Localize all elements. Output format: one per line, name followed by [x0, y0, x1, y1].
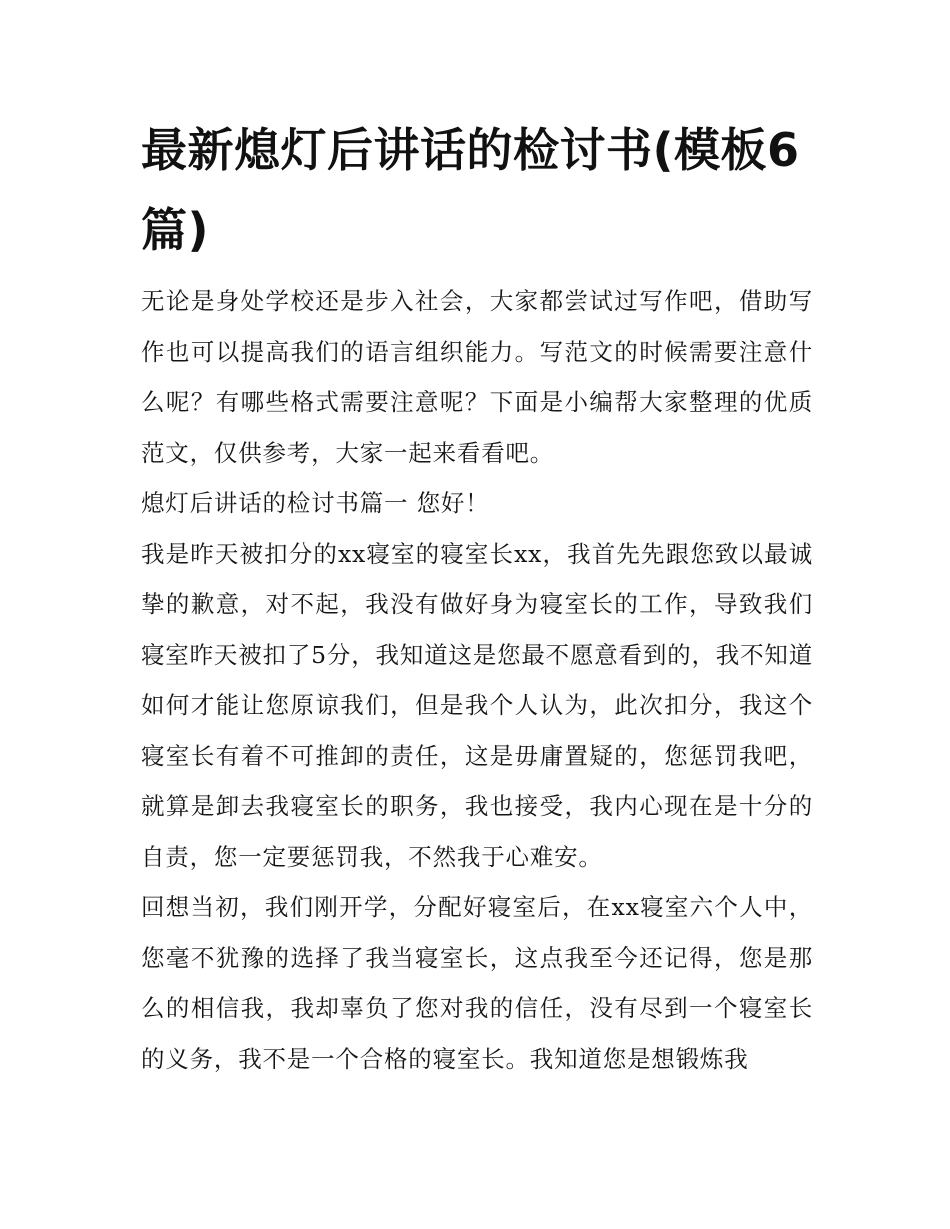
document-content — [141, 110, 813, 1084]
document-title: 最新熄灯后讲话的检讨书(模板6篇) — [141, 123, 800, 257]
body-paragraph: 我是昨天被扣分的xx寝室的寝室长xx，我首先先跟您致以最诚挚的歉意，对不起，我没有做好身为寝室长的工作，导致我们寝室昨天被扣了5分，我知道这是您最不愿意看到的，我不知道如何才能让您原谅我们，但是我个人认为，此次扣分，我这个寝室长有着不可推卸的责任，这是毋庸置疑的，您惩罚我吧，就算是卸去我寝室长的职务，我也接受，我内心现在是十分的自责，您一定要惩罚我，不然我于心难安。 — [141, 539, 813, 871]
body-paragraph: 回想当初，我们刚开学，分配好寝室后，在xx寝室六个人中，您毫不犹豫的选择了我当寝室长，这点我至今还记得，您是那么的相信我，我却辜负了您对我的信任，没有尽到一个寝室长的义务，我不是一个合格的寝室长。我知道您是想锻炼我 — [141, 893, 813, 1073]
intro-paragraph: 无论是身处学校还是步入社会，大家都尝试过写作吧，借助写作也可以提高我们的语言组织能力。写范文的时候需要注意什么呢？有哪些格式需要注意呢？下面是小编帮大家整理的优质范文，仅供参考，大家一起来看看吧。 — [141, 287, 813, 467]
section-heading: 熄灯后讲话的检讨书篇一 您好！ — [141, 489, 490, 517]
document-body — [141, 276, 813, 1084]
